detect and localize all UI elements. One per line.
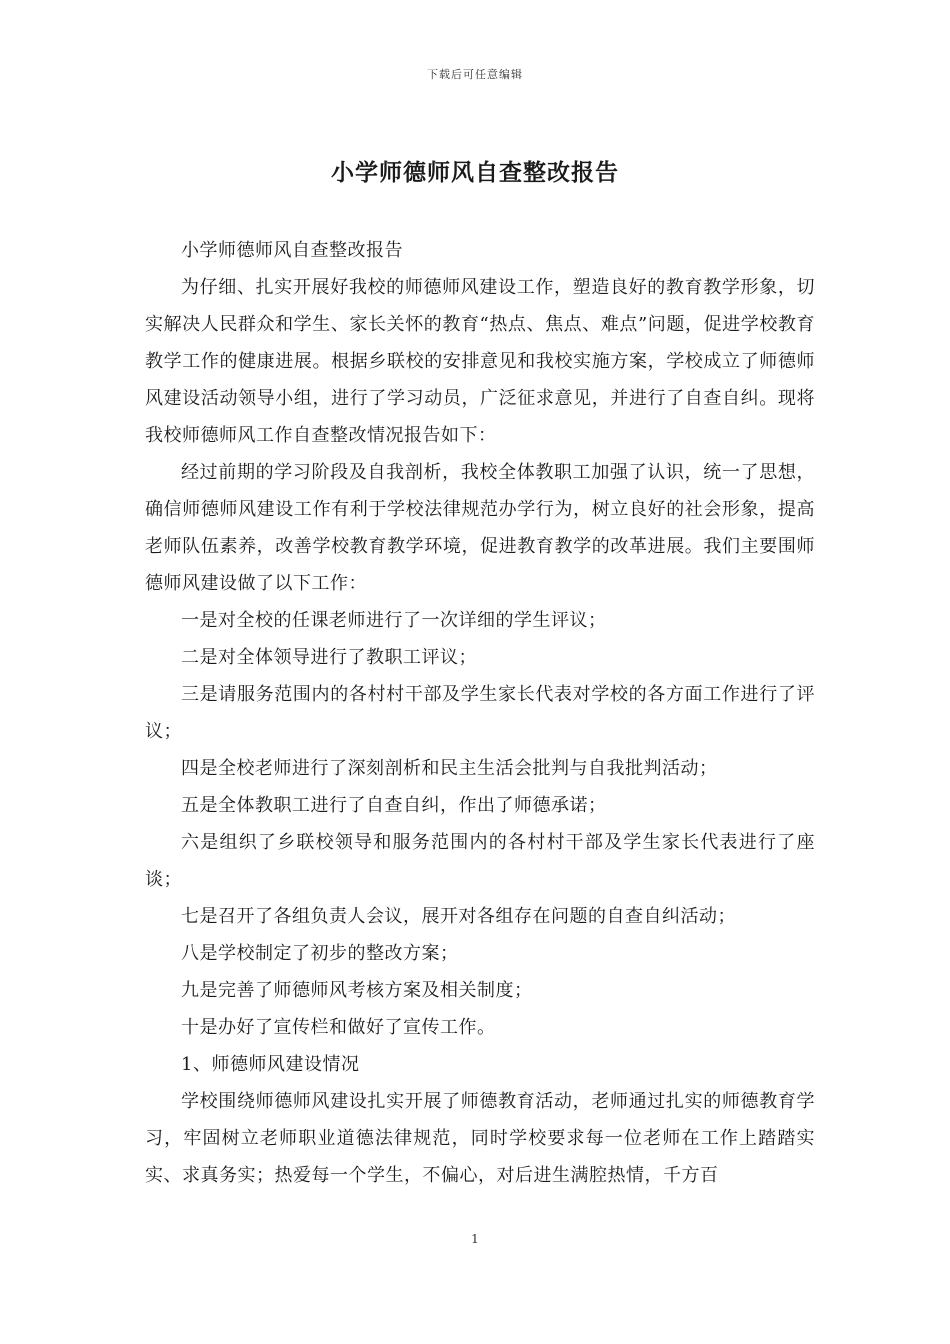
paragraph-section-1: 学校围绕师德师风建设扎实开展了师德教育活动，老师通过扎实的师德教育学习，牢固树立老师职业道德法律规范，同时学校要求每一位老师在工作上踏踏实实、求真务实；热爱每一个学生，不偏心，对后进生满腔热情，千方百 (145, 1091, 815, 1186)
list-item-6: 六是组织了乡联校领导和服务范围内的各村村干部及学生家长代表进行了座谈； (145, 832, 815, 890)
list-item-3: 三是请服务范围内的各村村干部及学生家长代表对学校的各方面工作进行了评议； (145, 684, 815, 742)
document-title: 小学师德师风自查整改报告 (331, 159, 619, 186)
header-note: 下载后可任意编辑 (427, 68, 523, 81)
list-item-4: 四是全校老师进行了深刻剖析和民主生活会批判与自我批判活动； (181, 758, 718, 779)
list-item-9: 九是完善了师德师风考核方案及相关制度； (181, 980, 533, 1001)
list-item-5: 五是全体教职工进行了自查自纠，作出了师德承诺； (181, 795, 607, 816)
list-item-10: 十是办好了宣传栏和做好了宣传工作。 (181, 1017, 496, 1038)
paragraph-subtitle: 小学师德师风自查整改报告 (181, 240, 403, 261)
document-body (145, 232, 815, 1194)
list-item-8: 八是学校制定了初步的整改方案； (181, 943, 459, 964)
page-number: 1 (471, 1232, 479, 1246)
list-item-1: 一是对全校的任课老师进行了一次详细的学生评议； (181, 610, 607, 631)
paragraph-intro: 为仔细、扎实开展好我校的师德师风建设工作，塑造良好的教育教学形象，切实解决人民群众和学生、家长关怀的教育“热点、焦点、难点”问题，促进学校教育教学工作的健康进展。根据乡联校的安排意见和我校实施方案，学校成立了师德师风建设活动领导小组，进行了学习动员，广泛征求意见，并进行了自查自纠。现将我校师德师风工作自查整改情况报告如下： (145, 277, 815, 446)
section-heading-1: 1、师德师风建设情况 (181, 1054, 360, 1075)
paragraph-summary: 经过前期的学习阶段及自我剖析，我校全体教职工加强了认识，统一了思想，确信师德师风建设工作有利于学校法律规范办学行为，树立良好的社会形象，提高老师队伍素养，改善学校教育教学环境，促进教育教学的改革进展。我们主要围师德师风建设做了以下工作： (145, 462, 815, 594)
list-item-7: 七是召开了各组负责人会议，展开对各组存在问题的自查自纠活动； (181, 906, 736, 927)
list-item-2: 二是对全体领导进行了教职工评议； (181, 647, 477, 668)
